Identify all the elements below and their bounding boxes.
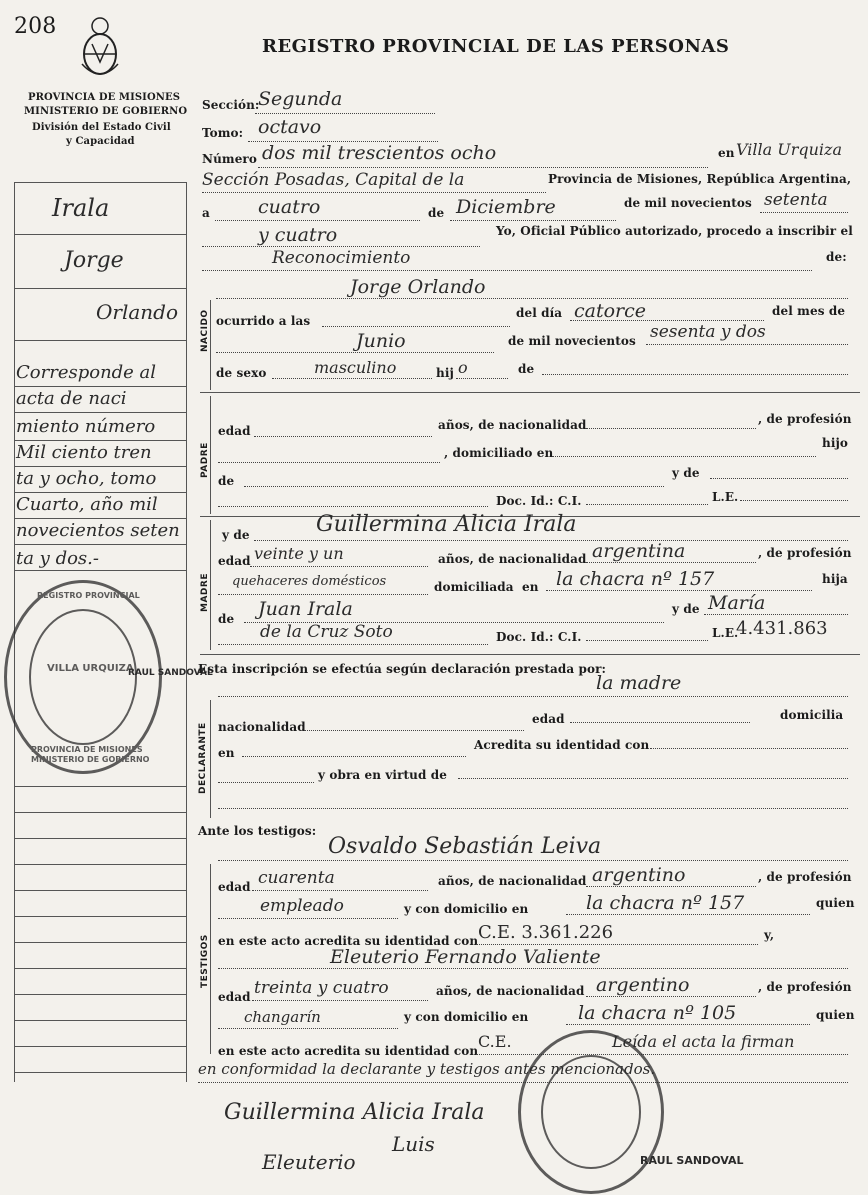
label-edad-t2: edad	[218, 990, 251, 1004]
value-madre-edad: veinte y un	[254, 544, 344, 563]
label-anos-nac-padre: años, de nacionalidad	[438, 418, 587, 432]
value-tomo: octavo	[258, 116, 322, 138]
value-sexo: masculino	[314, 358, 397, 377]
label-quien-t2: quien	[816, 1008, 855, 1022]
label-anos-nac-t2: años, de nacionalidad	[436, 984, 585, 998]
margin-note-line-2: acta de naci	[16, 388, 127, 409]
value-cierre: en conformidad la declarante y testigos antes mencionados.	[198, 1060, 656, 1078]
label-quien-t1: quien	[816, 896, 855, 910]
value-testigo1-edad: cuarenta	[258, 868, 335, 888]
label-edad-padre: edad	[218, 424, 251, 438]
label-profesion-t1: , de profesión	[758, 870, 852, 884]
label-edad-decl: edad	[532, 712, 565, 726]
value-testigo1-prof: empleado	[260, 896, 344, 916]
label-profesion-padre: , de profesión	[758, 412, 852, 426]
label-en: en	[718, 146, 735, 160]
label-edad-madre: edad	[218, 554, 251, 568]
label-anos-nac-t1: años, de nacionalidad	[438, 874, 587, 888]
value-dia: cuatro	[258, 196, 321, 218]
label-de-mil2: de mil novecientos	[508, 334, 636, 348]
value-madre-nac: argentina	[592, 540, 686, 562]
stamp-line-4: MINISTERIO DE GOBIERNO	[31, 755, 150, 764]
signature-witness-1: Luis	[392, 1132, 435, 1156]
margin-note-line-4: Mil ciento tren	[16, 442, 152, 463]
label-y-de-madre: y de	[222, 528, 250, 542]
label-domiciliado-padre: , domiciliado en	[444, 446, 554, 460]
value-mes-nac: Junio	[356, 330, 406, 352]
signature-mother: Guillermina Alicia Irala	[224, 1100, 485, 1125]
value-anio: setenta	[764, 190, 828, 210]
label-anos-nac-madre: años, de nacionalidad	[438, 552, 587, 566]
margin-note-line-3: miento número	[16, 416, 156, 437]
stamp-line-2: VILLA URQUIZA	[47, 663, 134, 674]
value-madre-nombre: Guillermina Alicia Irala	[316, 512, 577, 537]
label-y-de-madre2: y de	[672, 602, 700, 616]
stamp-line-1: REGISTRO PROVINCIAL	[37, 591, 140, 600]
signature-witness-2: Eleuterio	[262, 1150, 356, 1174]
label-provincia: Provincia de Misiones, República Argentina,	[548, 172, 852, 186]
value-anio-nac: sesenta y dos	[650, 322, 766, 342]
label-inscripcion: Esta inscripción se efectúa según declaración prestada por:	[198, 662, 607, 676]
label-a: a	[202, 206, 210, 220]
margin-note-line-8: ta y dos.-	[16, 548, 99, 569]
office-line-2: MINISTERIO DE GOBIERNO	[24, 106, 188, 117]
page-number: 208	[14, 14, 57, 39]
section-nacido: NACIDO	[200, 309, 210, 352]
value-lugar2: Sección Posadas, Capital de la	[202, 170, 465, 190]
label-acredita-t2: en este acto acredita su identidad con	[218, 1044, 479, 1058]
label-de-mil: de mil novecientos	[624, 196, 752, 210]
label-hija-madre: hija	[822, 572, 848, 586]
label-hij: hij	[436, 366, 454, 380]
value-testigo2-edad: treinta y cuatro	[254, 978, 389, 998]
margin-note-line-7: novecientos seten	[16, 520, 180, 541]
office-line-3: División del Estado Civil	[32, 122, 171, 133]
label-yo-oficial: Yo, Oficial Público autorizado, procedo a inscribir el	[496, 224, 853, 238]
label-de-colon: de:	[826, 250, 847, 264]
label-domicilia-decl: domicilia	[780, 708, 844, 722]
label-de-padre: de	[218, 474, 235, 488]
value-anio2: y cuatro	[258, 224, 338, 246]
margin-given-name: Jorge	[64, 248, 124, 273]
label-con-dom-t2: y con domicilio en	[404, 1010, 529, 1024]
value-testigo2-doc2: Leída el acta la firman	[612, 1032, 795, 1051]
value-testigo2-nac: argentino	[596, 974, 690, 996]
value-hijo-sufijo: o	[458, 358, 468, 377]
value-testigo1-nac: argentino	[592, 864, 686, 886]
stamp-signatory-1: RAUL SANDOVAL	[128, 668, 213, 678]
value-dia-nac: catorce	[574, 300, 647, 322]
value-testigo2-dom: la chacra nº 105	[578, 1002, 737, 1024]
margin-note-line-6: Cuarto, año mil	[16, 494, 158, 515]
section-padre: PADRE	[200, 442, 210, 478]
label-seccion: Sección:	[202, 98, 260, 112]
label-de-madre: de	[218, 612, 235, 626]
margin-middle-name: Orlando	[96, 300, 179, 324]
stamp-signatory-2: RAUL SANDOVAL	[640, 1154, 744, 1167]
label-y-comma-t1: y,	[764, 928, 775, 942]
label-del-dia: del día	[516, 306, 563, 320]
label-ante-testigos: Ante los testigos:	[198, 824, 317, 838]
section-madre: MADRE	[200, 573, 210, 612]
value-testigo1-dom: la chacra nº 157	[586, 892, 745, 914]
label-le-padre: L.E.	[712, 490, 739, 504]
value-acto: Reconocimiento	[272, 248, 411, 268]
margin-note-line-1: Corresponde al	[16, 362, 157, 383]
value-madre-madre: María	[708, 592, 766, 614]
value-numero: dos mil trescientos ocho	[262, 142, 497, 164]
section-testigos: TESTIGOS	[200, 934, 210, 988]
label-de-sexo: de sexo	[216, 366, 267, 380]
label-acredita-t1: en este acto acredita su identidad con	[218, 934, 479, 948]
label-del-mes: del mes de	[772, 304, 846, 318]
value-madre-le: 4.431.863	[736, 618, 828, 639]
value-testigo2-doc: C.E.	[478, 1032, 512, 1051]
label-obra-decl: y obra en virtud de	[318, 768, 447, 782]
value-nombre: Jorge Orlando	[350, 276, 486, 298]
label-ocurrido: ocurrido a las	[216, 314, 311, 328]
official-stamp	[518, 1030, 664, 1194]
value-testigo1-doc: C.E. 3.361.226	[478, 922, 614, 943]
value-declarante: la madre	[596, 672, 682, 694]
document-title: REGISTRO PROVINCIAL DE LAS PERSONAS	[262, 36, 730, 57]
label-hijo-padre: hijo	[822, 436, 849, 450]
label-en-decl: en	[218, 746, 235, 760]
label-en-madre: en	[522, 580, 539, 594]
margin-surname: Irala	[52, 194, 110, 222]
office-line-1: PROVINCIA DE MISIONES	[28, 92, 181, 103]
label-doc-madre: Doc. Id.: C.I.	[496, 630, 582, 644]
value-madre-prof: quehaceres domésticos	[232, 574, 387, 589]
value-en-lugar: Villa Urquiza	[736, 140, 843, 159]
margin-note-line-5: ta y ocho, tomo	[16, 468, 157, 489]
label-le-madre: L.E.	[712, 626, 739, 640]
value-seccion: Segunda	[258, 88, 343, 110]
label-profesion-madre: , de profesión	[758, 546, 852, 560]
label-profesion-t2: , de profesión	[758, 980, 852, 994]
label-de: de	[428, 206, 445, 220]
value-madre-padre: Juan Irala	[258, 598, 353, 620]
value-madre-madre2: de la Cruz Soto	[260, 622, 393, 642]
value-testigo2-prof: changarín	[244, 1008, 321, 1026]
section-declarante: DECLARANTE	[198, 722, 208, 794]
label-acredita-decl: Acredita su identidad con	[474, 738, 650, 752]
label-y-de-padre: y de	[672, 466, 700, 480]
label-de-nacido: de	[518, 362, 535, 376]
label-edad-t1: edad	[218, 880, 251, 894]
value-testigo1-nombre: Osvaldo Sebastián Leiva	[328, 834, 602, 859]
label-con-dom-t1: y con domicilio en	[404, 902, 529, 916]
label-numero: Número	[202, 152, 257, 166]
label-nacionalidad-decl: nacionalidad	[218, 720, 306, 734]
coat-of-arms-icon	[78, 14, 122, 80]
label-domiciliada-madre: domiciliada	[434, 580, 514, 594]
value-testigo2-nombre: Eleuterio Fernando Valiente	[330, 946, 601, 968]
stamp-line-3: PROVINCIA DE MISIONES	[31, 745, 143, 754]
office-line-4: y Capacidad	[66, 136, 135, 147]
value-mes: Diciembre	[456, 196, 556, 218]
label-tomo: Tomo:	[202, 126, 244, 140]
value-madre-dom: la chacra nº 157	[556, 568, 715, 590]
label-doc-padre: Doc. Id.: C.I.	[496, 494, 582, 508]
